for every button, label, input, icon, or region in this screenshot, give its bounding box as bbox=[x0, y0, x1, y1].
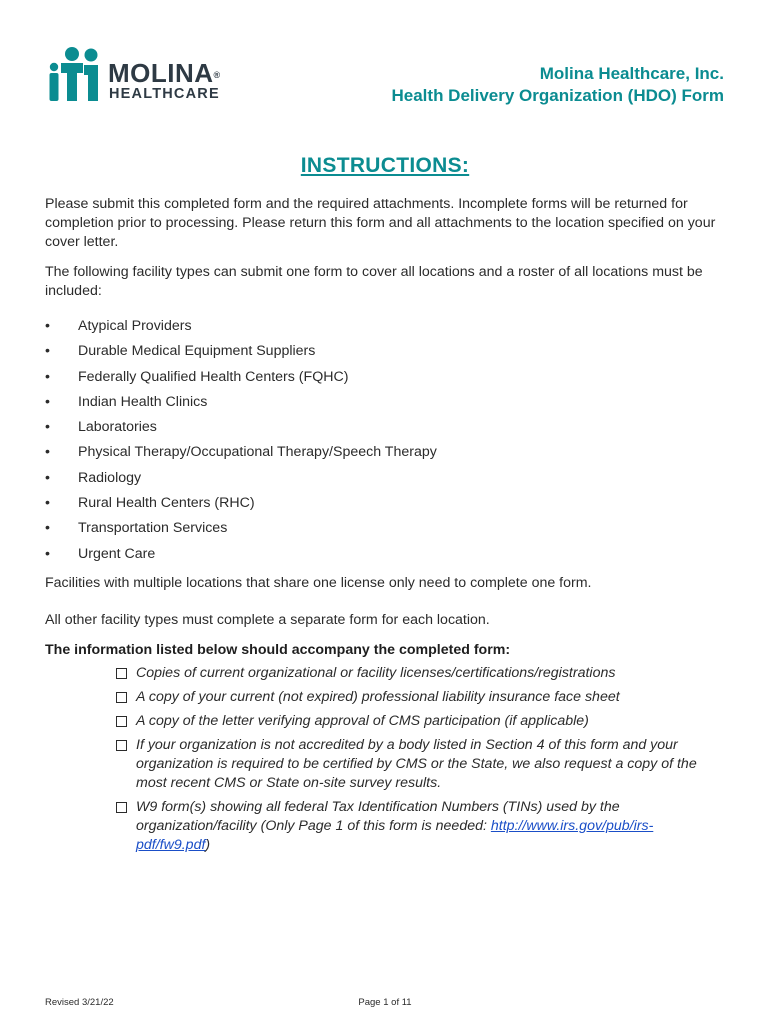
checkbox[interactable] bbox=[116, 716, 127, 727]
bullet-icon: • bbox=[45, 419, 50, 436]
bullet-icon: • bbox=[45, 343, 50, 360]
checklist-item-text: If your organization is not accredited by a body listed in Section 4 of this form and your organization is required to be certified by CMS or the State, we also request a copy of the most recent CMS or State on-site survey results. bbox=[136, 737, 697, 791]
info-heading: The information listed below should accompany the completed form: bbox=[45, 642, 511, 658]
facility-list-item bbox=[45, 366, 437, 391]
submit-paragraph: Please submit this completed form and the required attachments. Incomplete forms will be returned for completion prior to processing. Please return this form and all attachments to the location specified on your cover letter. bbox=[45, 196, 716, 250]
facility-list-item bbox=[45, 416, 437, 441]
facility-list-label: Urgent Care bbox=[78, 545, 156, 562]
checklist-item bbox=[116, 688, 716, 707]
facility-list-item bbox=[45, 441, 437, 466]
bullet-icon: • bbox=[45, 495, 50, 512]
facility-list bbox=[45, 315, 437, 568]
facility-list-item bbox=[45, 492, 437, 517]
checkbox[interactable] bbox=[116, 692, 127, 703]
bullet-icon: • bbox=[45, 318, 50, 334]
molina-logo bbox=[46, 46, 236, 104]
checklist-item-suffix: ) bbox=[205, 837, 211, 853]
checklist-item-text: A copy of the letter verifying approval of CMS participation (if applicable) bbox=[136, 713, 589, 729]
page-number: Page 1 of 11 bbox=[358, 997, 412, 1008]
revised-date: Revised 3/21/22 bbox=[45, 997, 114, 1008]
facility-list-item bbox=[45, 315, 437, 340]
checklist-item bbox=[116, 736, 716, 793]
checkbox[interactable] bbox=[116, 802, 127, 813]
facility-list-label: Radiology bbox=[78, 469, 142, 486]
facility-list-item bbox=[45, 467, 437, 492]
facility-list-label: Physical Therapy/Occupational Therapy/Speech Therapy bbox=[78, 444, 437, 461]
instructions-title: INSTRUCTIONS: bbox=[300, 154, 470, 177]
checklist-item bbox=[116, 798, 716, 855]
bullet-icon: • bbox=[45, 444, 50, 461]
bullet-icon: • bbox=[45, 469, 50, 486]
bullet-icon: • bbox=[45, 368, 50, 385]
form-title: Health Delivery Organization (HDO) Form bbox=[391, 86, 724, 105]
checklist-item bbox=[116, 712, 716, 731]
people-icon bbox=[46, 46, 106, 104]
facility-list-label: Indian Health Clinics bbox=[78, 393, 208, 410]
facility-list-label: Durable Medical Equipment Suppliers bbox=[78, 343, 316, 360]
facility-list-item bbox=[45, 543, 437, 568]
document-header bbox=[392, 63, 725, 107]
other-types-paragraph: All other facility types must complete a separate form for each location. bbox=[45, 612, 490, 628]
facility-list-item bbox=[45, 340, 437, 365]
logo-wordmark: MOLINA® bbox=[108, 58, 221, 88]
bullet-icon: • bbox=[45, 545, 50, 562]
facility-list-label: Rural Health Centers (RHC) bbox=[78, 495, 255, 512]
attachment-checklist bbox=[116, 664, 716, 860]
facility-list-label: Transportation Services bbox=[78, 520, 228, 537]
checklist-item-text: A copy of your current (not expired) professional liability insurance face sheet bbox=[136, 689, 620, 705]
facility-list-label: Laboratories bbox=[78, 419, 157, 436]
checkbox[interactable] bbox=[116, 740, 127, 751]
irs-w9-link[interactable]: http://www.irs.gov/pub/irs-pdf/fw9.pdf bbox=[136, 818, 654, 853]
bullet-icon: • bbox=[45, 393, 50, 410]
facility-list-label: Atypical Providers bbox=[78, 318, 192, 334]
logo-subtitle: HEALTHCARE bbox=[109, 86, 220, 102]
facility-types-paragraph: The following facility types can submit one form to cover all locations and a roster of all locations must be included: bbox=[45, 264, 703, 299]
checklist-item-text: Copies of current organizational or facility licenses/certifications/registrations bbox=[136, 665, 616, 681]
bullet-icon: • bbox=[45, 520, 50, 537]
facility-list-item bbox=[45, 517, 437, 542]
multiple-locations-paragraph: Facilities with multiple locations that share one license only need to complete one form. bbox=[45, 575, 592, 591]
company-name: Molina Healthcare, Inc. bbox=[539, 64, 724, 83]
checklist-item bbox=[116, 664, 716, 683]
facility-list-item bbox=[45, 391, 437, 416]
checklist-item-text: W9 form(s) showing all federal Tax Identification Numbers (TINs) used by the organization/facility (Only Page 1 of this form is needed: bbox=[136, 799, 620, 834]
facility-list-label: Federally Qualified Health Centers (FQHC) bbox=[78, 368, 349, 385]
checkbox[interactable] bbox=[116, 668, 127, 679]
